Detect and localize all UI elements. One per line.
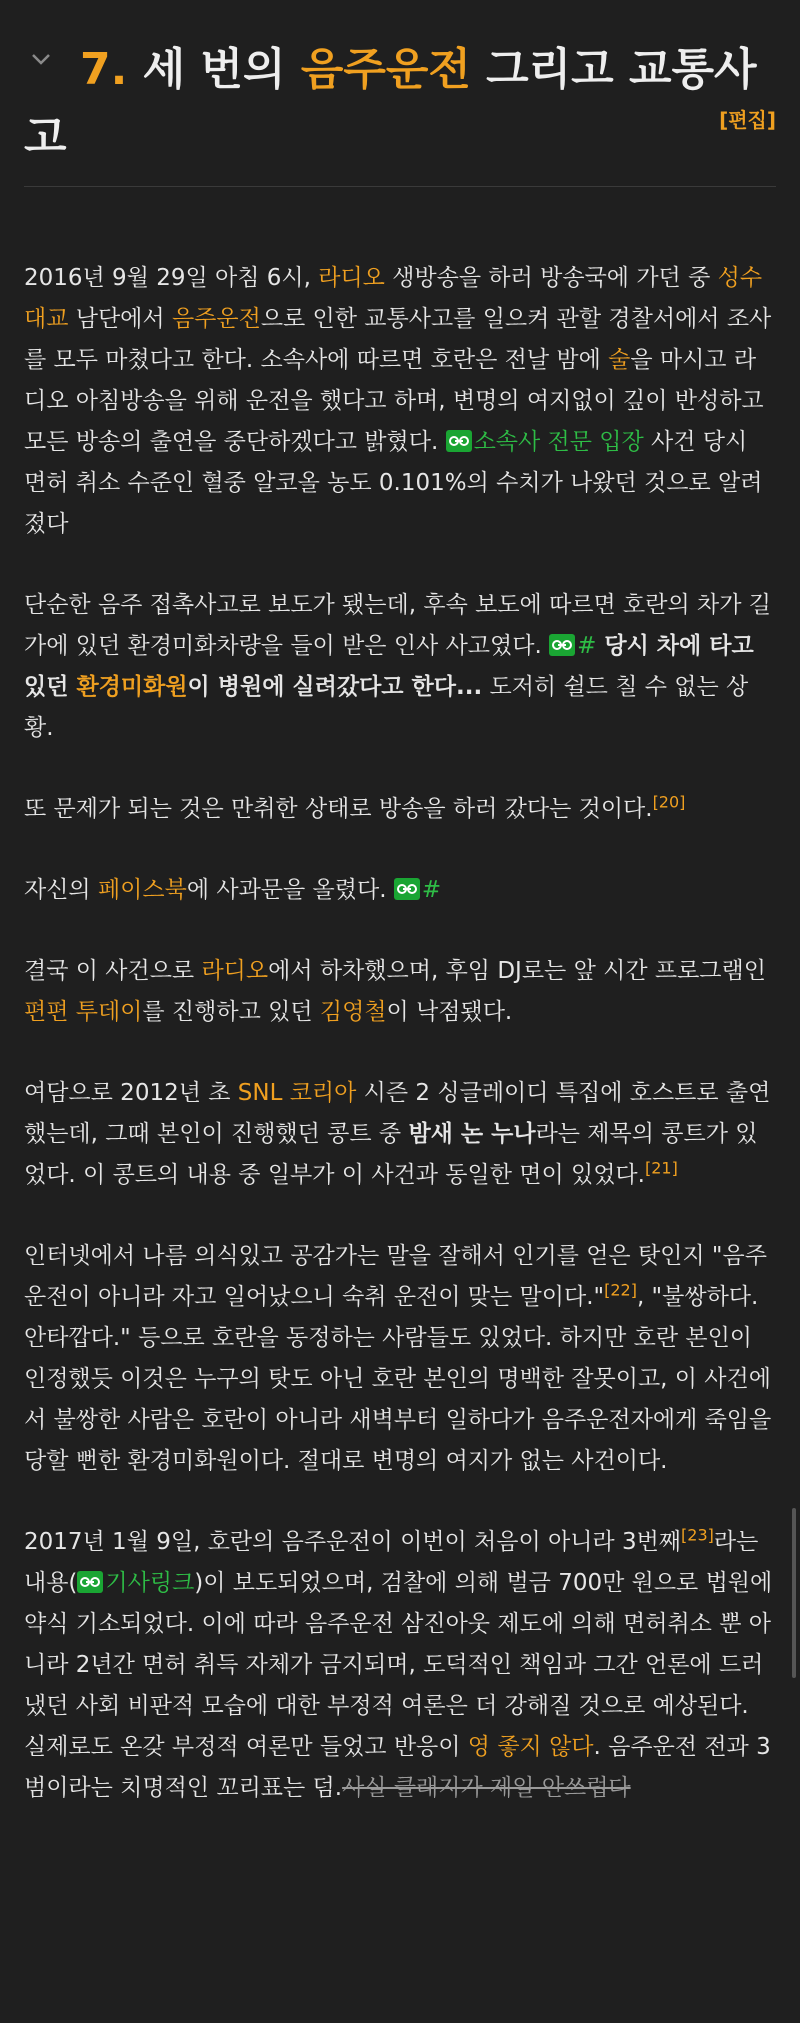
- footnote-21[interactable]: [21]: [644, 1158, 678, 1178]
- paragraph-2: 단순한 음주 접촉사고로 보도가 됐는데, 후속 보도에 따르면 호란의 차가 길가에 있던 환경미화차량을 들이 받은 인사 사고였다. # 당시 차에 타고 있던 환경미화원이 병원에 실려갔다고 한다... 도저히 쉴드 칠 수 없는 상황.: [24, 592, 771, 741]
- article-body: [24, 258, 776, 1849]
- footnote-20[interactable]: [20]: [652, 792, 686, 812]
- link-pyeonpyeon-today[interactable]: 편편 투데이: [24, 999, 143, 1025]
- footnote-22[interactable]: [22]: [604, 1280, 637, 1300]
- paragraph-1: 2016년 9월 29일 아침 6시, 라디오 생방송을 하러 방송국에 가던 중 성수대교 남단에서 음주운전으로 인한 교통사고를 일으켜 관할 경찰서에서 조사를 모두 마쳤다고 한다. 소속사에 따르면 호란은 전날 밤에 술을 마시고 라디오 아침방송을 위해 운전을 했다고 하며, 변명의 여지없이 깊이 반성하고 모든 방송의 출연을 중단하겠다고 밝혔다. 소속사 전문 입장 사건 당시 면허 취소 수준인 혈중 알코올 농도 0.101%의 수치가 나왔던 것으로 알려졌다: [24, 265, 772, 537]
- link-radio-2[interactable]: 라디오: [201, 958, 269, 984]
- section-number: 7.: [80, 44, 128, 95]
- chevron-down-icon[interactable]: [30, 48, 52, 70]
- external-link-icon: [549, 634, 575, 656]
- title-text-2: 그리고 교통사: [470, 44, 757, 95]
- link-radio[interactable]: 라디오: [318, 265, 385, 291]
- external-link-hash-2[interactable]: #: [421, 877, 442, 903]
- title-text: 세 번의: [127, 44, 301, 95]
- section-title: [80, 36, 776, 104]
- paragraph-4: 자신의 페이스북에 사과문을 올렸다. #: [24, 877, 442, 903]
- link-seongsu-bridge[interactable]: 성수대교: [24, 265, 763, 332]
- strikethrough-note: 사실 클래지가 제일 안쓰럽다: [342, 1775, 631, 1801]
- link-drunk-driving[interactable]: 음주운전: [171, 306, 261, 332]
- paragraph-8: 2017년 1월 9일, 호란의 음주운전이 이번이 처음이 아니라 3번째[23]라는 내용( 기사링크)이 보도되었으며, 검찰에 의해 벌금 700만 원으로 법원에 약식 기소되었다. 이에 따라 음주운전 삼진아웃 제도에 의해 면허취소 뿐 아니라 2년간 면허 취득 자체가 금지되며, 도덕적인 책임과 그간 언론에 드러냈던 사회 비판적 모습에 대한 부정적 여론은 더 강해질 것으로 예상된다. 실제로도 온갖 부정적 여론만 들었고 반응이 영 좋지 않다. 음주운전 전과 3범이라는 치명적인 꼬리표는 덤.사실 클래지가 제일 안쓰럽다: [24, 1525, 773, 1801]
- link-snl-korea[interactable]: SNL 코리아: [237, 1080, 357, 1106]
- section-heading[interactable]: [24, 0, 776, 163]
- scrollbar[interactable]: [792, 1508, 796, 1678]
- edit-link[interactable]: [편집]: [719, 108, 776, 132]
- paragraph-3: 또 문제가 되는 것은 만취한 상태로 방송을 하러 갔다는 것이다.[20]: [24, 792, 686, 822]
- paragraph-7: 인터넷에서 나름 의식있고 공감가는 말을 잘해서 인기를 얻은 탓인지 "음주 운전이 아니라 자고 일어났으니 숙취 운전이 맞는 말이다."[22], "불쌍하다. 안타깝다." 등으로 호란을 동정하는 사람들도 있었다. 하지만 호란 본인이 인정했듯 이것은 누구의 탓도 아닌 호란 본인의 명백한 잘못이고, 이 사건에서 불쌍한 사람은 호란이 아니라 새벽부터 일하다가 음주운전자에게 죽임을 당할 뻔한 환경미화원이다. 절대로 변명의 여지가 없는 사건이다.: [24, 1243, 772, 1474]
- section-title-line2: 고: [24, 112, 67, 163]
- paragraph-5: 결국 이 사건으로 라디오에서 하차했으며, 후임 DJ로는 앞 시간 프로그램인 편편 투데이를 진행하고 있던 김영철이 낙점됐다.: [24, 958, 766, 1025]
- footnote-23[interactable]: [23]: [681, 1525, 714, 1545]
- external-link-article[interactable]: 기사링크: [105, 1570, 195, 1596]
- paragraph-6: 여담으로 2012년 초 SNL 코리아 시즌 2 싱글레이디 특집에 호스트로 출연했는데, 그때 본인이 진행했던 콩트 중 밤새 논 누나라는 제목의 콩트가 있었다. 이 콩트의 내용 중 일부가 이 사건과 동일한 면이 있었다.[21]: [24, 1080, 771, 1188]
- title-link[interactable]: 음주운전: [300, 44, 471, 95]
- external-link-icon: [77, 1571, 103, 1593]
- external-link-agency-statement[interactable]: 소속사 전문 입장: [473, 429, 644, 455]
- external-link-hash[interactable]: #: [577, 633, 597, 659]
- external-link-icon: [446, 430, 472, 452]
- link-not-good[interactable]: 영 좋지 않다: [467, 1734, 594, 1760]
- external-link-icon: [394, 878, 420, 900]
- divider: [24, 186, 776, 187]
- link-alcohol[interactable]: 술: [608, 347, 631, 373]
- link-kim-youngchul[interactable]: 김영철: [319, 999, 387, 1025]
- link-facebook[interactable]: 페이스북: [97, 877, 187, 903]
- link-sanitation-worker[interactable]: 환경미화원: [76, 674, 188, 700]
